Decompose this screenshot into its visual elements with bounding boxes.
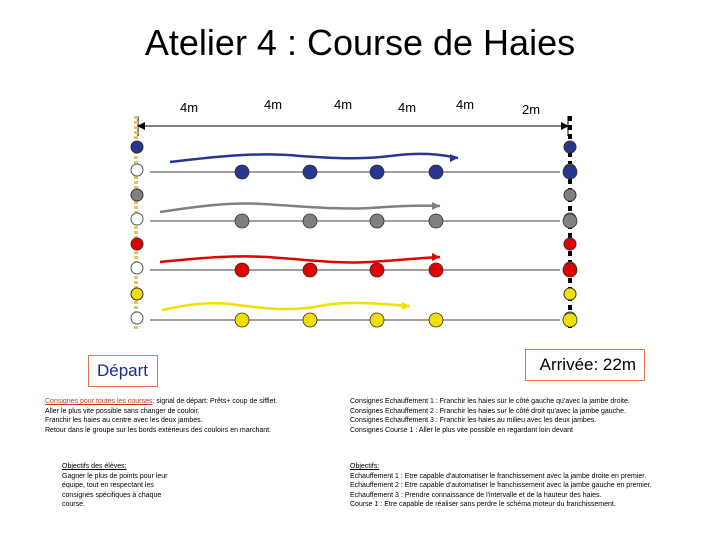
- objectifs-eleves-heading: Objectifs des élèves:: [62, 463, 127, 470]
- runner-path: [160, 256, 440, 262]
- distance-label-2: 4m: [264, 97, 283, 112]
- hurdle: [429, 214, 443, 228]
- finish-marker: [564, 141, 576, 153]
- consignes-left-first-rest: : signal de départ: Prêts+ coup de sifflet.: [152, 398, 278, 405]
- hurdle: [563, 263, 577, 277]
- arrivee-box: Arrivée: 22m: [525, 349, 645, 381]
- distance-label-6: 2m: [522, 102, 541, 117]
- objectifs-eleves-line: Gagner le plus de points pour leur: [62, 472, 168, 480]
- runner-path: [160, 203, 440, 212]
- depart-box: Départ: [88, 355, 158, 387]
- objectifs-line: Echauffement 1 : Etre capable d'automatiser le franchissement avec la jambe droite en premier.: [350, 472, 647, 480]
- start-marker: [131, 238, 143, 250]
- distance-label-5: 4m: [456, 97, 475, 112]
- hurdle: [429, 313, 443, 327]
- hurdle: [303, 165, 317, 179]
- consignes-left-heading: Consignes pour toutes les courses: [45, 398, 153, 405]
- consignes-right: [350, 397, 630, 435]
- objectifs-line: Echauffement 2 : Etre capable d'automatiser le franchissement avec la jambe gauche en premier.: [350, 482, 652, 489]
- distance-label-3: 4m: [334, 97, 353, 112]
- hurdle: [235, 165, 249, 179]
- hurdle: [303, 313, 317, 327]
- start-marker: [131, 189, 143, 201]
- finish-marker: [564, 238, 576, 250]
- lanes: [131, 141, 577, 327]
- hurdle: [429, 165, 443, 179]
- hurdle: [429, 263, 443, 277]
- objectifs-line: Echauffement 3 : Prendre connaissance de l'intervalle et de la hauteur des haies.: [350, 491, 602, 499]
- start-marker: [131, 262, 143, 274]
- hurdle: [563, 313, 577, 327]
- consignes-left-line: Retour dans le groupe sur les bords extérieurs des couloirs en marchant.: [45, 426, 272, 434]
- consignes-left: [45, 397, 277, 435]
- hurdle: [303, 214, 317, 228]
- objectifs: [350, 462, 652, 510]
- objectifs-line: Course 1 : Etre capable de réaliser sans perdre le schéma moteur du franchissement.: [350, 501, 616, 508]
- objectifs-eleves-line: équipe, tout en respectant les: [62, 482, 154, 489]
- finish-marker: [564, 288, 576, 300]
- hurdle: [235, 263, 249, 277]
- hurdle: [370, 263, 384, 277]
- start-marker: [131, 213, 143, 225]
- objectifs-eleves-line: consignes spécifiques à chaque: [62, 491, 162, 499]
- distance-label-1: 4m: [180, 100, 199, 115]
- consignes-right-line: Consignes Echauffement 3 : Franchir les haies au milieu avec les deux jambes.: [350, 417, 597, 424]
- consignes-left-line: Aller le plus vite possible sans changer de couloir.: [45, 407, 200, 415]
- runner-arrowhead: [402, 302, 410, 310]
- hurdle: [370, 165, 384, 179]
- hurdle: [303, 263, 317, 277]
- start-marker: [131, 312, 143, 324]
- consignes-left-line: Franchir les haies au centre avec les deux jambes.: [45, 417, 203, 424]
- runner-arrowhead: [432, 202, 440, 210]
- start-marker: [131, 164, 143, 176]
- hurdle: [235, 313, 249, 327]
- hurdle: [370, 313, 384, 327]
- hurdle: [563, 165, 577, 179]
- start-marker: [131, 141, 143, 153]
- consignes-right-line: Consignes Course 1 : Aller le plus vite possible en regardant loin devant: [350, 426, 573, 434]
- hurdle: [563, 214, 577, 228]
- finish-marker: [564, 189, 576, 201]
- hurdle: [370, 214, 384, 228]
- page-title: Atelier 4 : Course de Haies: [144, 22, 576, 63]
- start-marker: [131, 288, 143, 300]
- consignes-right-line: Consignes Echauffement 2 : Franchir les haies sur le côté droit qu'avec la jambe gauche.: [350, 407, 626, 415]
- runner-arrowhead: [450, 154, 458, 162]
- consignes-right-line: Consignes Echauffement 1 : Franchir les haies sur le côté gauche qu'avec la jambe droite.: [350, 398, 630, 405]
- distance-label-4: 4m: [398, 100, 417, 115]
- objectifs-eleves: [62, 462, 167, 510]
- objectifs-heading: Objectifs:: [350, 463, 380, 470]
- hurdle: [235, 214, 249, 228]
- objectifs-eleves-line: course.: [62, 501, 85, 508]
- runner-path: [162, 303, 410, 310]
- runner-path: [170, 154, 458, 162]
- runner-arrowhead: [432, 253, 440, 261]
